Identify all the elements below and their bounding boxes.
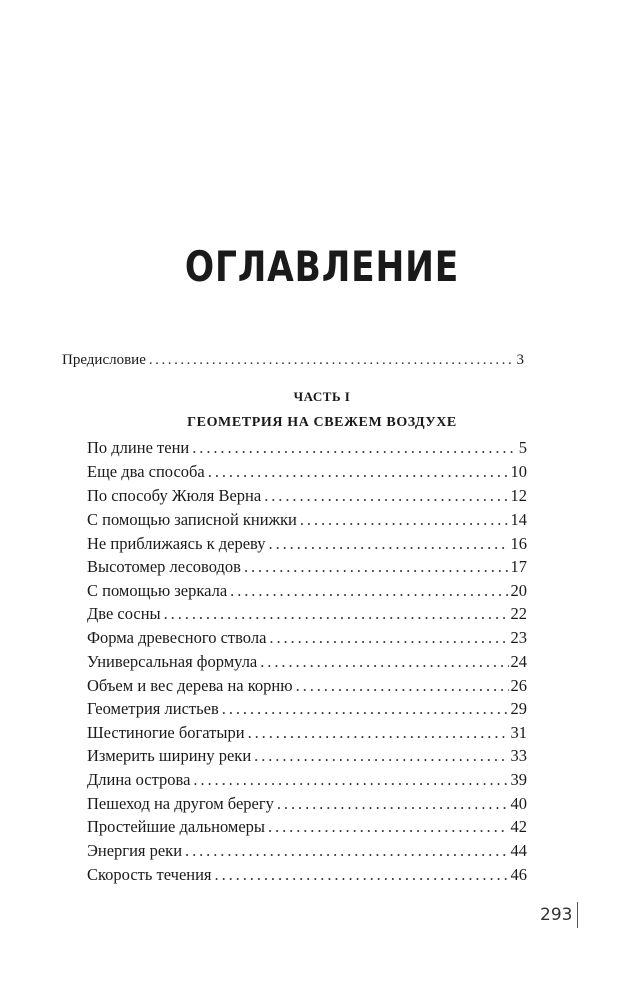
- toc-entry-page: 29: [510, 699, 527, 718]
- toc-entry[interactable]: [87, 722, 527, 744]
- part-title: ГЕОМЕТРИЯ НА СВЕЖЕМ ВОЗДУХЕ: [187, 415, 457, 430]
- toc-leader-dots: [164, 603, 509, 625]
- toc-entry-title: Высотомер лесоводов: [87, 557, 241, 576]
- toc-entry-page: 16: [510, 534, 527, 553]
- toc-entry-title: Энергия реки: [87, 841, 183, 860]
- toc-entry[interactable]: [87, 816, 527, 838]
- toc-entry-title: Универсальная формула: [87, 652, 258, 671]
- toc-entry-page: 12: [510, 486, 527, 505]
- toc-entry-title: Не приближаясь к дереву: [87, 534, 266, 553]
- toc-entry-title: С помощью зеркала: [87, 581, 228, 600]
- toc-entry[interactable]: [87, 509, 527, 531]
- toc-leader-dots: [296, 675, 509, 697]
- toc-entry[interactable]: [87, 793, 527, 815]
- toc-entry-title: Две сосны: [87, 604, 161, 623]
- toc-leader-dots: [192, 437, 517, 459]
- toc-entry[interactable]: [87, 840, 527, 862]
- toc-entry-title: С помощью записной книжки: [87, 510, 297, 529]
- toc-leader-dots: [193, 769, 508, 791]
- page-number-divider: [577, 902, 578, 928]
- toc-entry-title: Длина острова: [87, 770, 191, 789]
- toc-entry-page: 17: [510, 557, 527, 576]
- toc-entry-page: 33: [510, 746, 527, 765]
- toc-entry[interactable]: [87, 627, 527, 649]
- toc-leader-dots: [208, 461, 509, 483]
- toc-entry[interactable]: [87, 485, 527, 507]
- toc-entry-title: По способу Жюля Верна: [87, 486, 262, 505]
- toc-entry[interactable]: [87, 461, 527, 483]
- toc-entry-title: Предисловие: [62, 352, 146, 368]
- toc-entry[interactable]: [87, 556, 527, 578]
- toc-entry-preface[interactable]: [62, 349, 524, 371]
- toc-entry[interactable]: [87, 675, 527, 697]
- toc-entry-page: 40: [510, 794, 527, 813]
- toc-entry-page: 14: [510, 510, 527, 529]
- toc-entry-title: Скорость течения: [87, 865, 212, 884]
- toc-entry[interactable]: [87, 769, 527, 791]
- toc-entry[interactable]: [87, 745, 527, 767]
- toc-entry-title: Еще два способа: [87, 462, 205, 481]
- toc-entry[interactable]: [87, 603, 527, 625]
- toc-leader-dots: [269, 627, 508, 649]
- part-label: ЧАСТЬ I: [293, 389, 351, 404]
- toc-entry-page: 42: [510, 817, 527, 836]
- toc-entry-page: 5: [518, 438, 527, 457]
- toc-entry-title: Геометрия листьев: [87, 699, 219, 718]
- toc-leader-dots: [260, 651, 508, 673]
- toc-entry[interactable]: [87, 864, 527, 886]
- toc-leader-dots: [230, 580, 508, 602]
- toc-entry-page: 10: [510, 462, 527, 481]
- toc-entry-page: 44: [510, 841, 527, 860]
- toc-leader-dots: [248, 722, 509, 744]
- toc-entry-title: Пешеход на другом берегу: [87, 794, 274, 813]
- toc-leader-dots: [254, 745, 508, 767]
- toc-leader-dots: [222, 698, 509, 720]
- page-number: 293: [540, 905, 573, 925]
- toc-entry-page: 39: [510, 770, 527, 789]
- toc-leader-dots: [244, 556, 509, 578]
- toc-entry-title: Шестиногие богатыри: [87, 723, 245, 742]
- toc-entry-page: 23: [510, 628, 527, 647]
- toc-entry[interactable]: [87, 437, 527, 459]
- toc-entry-page: 22: [510, 604, 527, 623]
- toc-entry-title: По длине тени: [87, 438, 190, 457]
- toc-entry[interactable]: [87, 651, 527, 673]
- toc-leader-dots: [149, 349, 515, 371]
- toc-leader-dots: [277, 793, 509, 815]
- toc-entry-page: 31: [510, 723, 527, 742]
- toc-leader-dots: [268, 816, 509, 838]
- toc-leader-dots: [269, 533, 509, 555]
- toc-leader-dots: [215, 864, 509, 886]
- toc-leader-dots: [264, 485, 508, 507]
- toc-entry-title: Простейшие дальномеры: [87, 817, 265, 836]
- toc-leader-dots: [300, 509, 509, 531]
- toc-entry-page: 3: [516, 352, 524, 368]
- toc-entry[interactable]: [87, 698, 527, 720]
- toc-leader-dots: [185, 840, 508, 862]
- toc-entry-page: 46: [510, 865, 527, 884]
- toc-entry[interactable]: [87, 533, 527, 555]
- toc-entry-title: Форма древесного ствола: [87, 628, 267, 647]
- toc-entry-title: Измерить ширину реки: [87, 746, 252, 765]
- toc-entry[interactable]: [87, 580, 527, 602]
- page-title: ОГЛАВЛЕНИЕ: [184, 242, 460, 291]
- toc-entry-page: 24: [510, 652, 527, 671]
- toc-entry-title: Объем и вес дерева на корню: [87, 676, 293, 695]
- toc-entry-page: 20: [510, 581, 527, 600]
- toc-entry-page: 26: [510, 676, 527, 695]
